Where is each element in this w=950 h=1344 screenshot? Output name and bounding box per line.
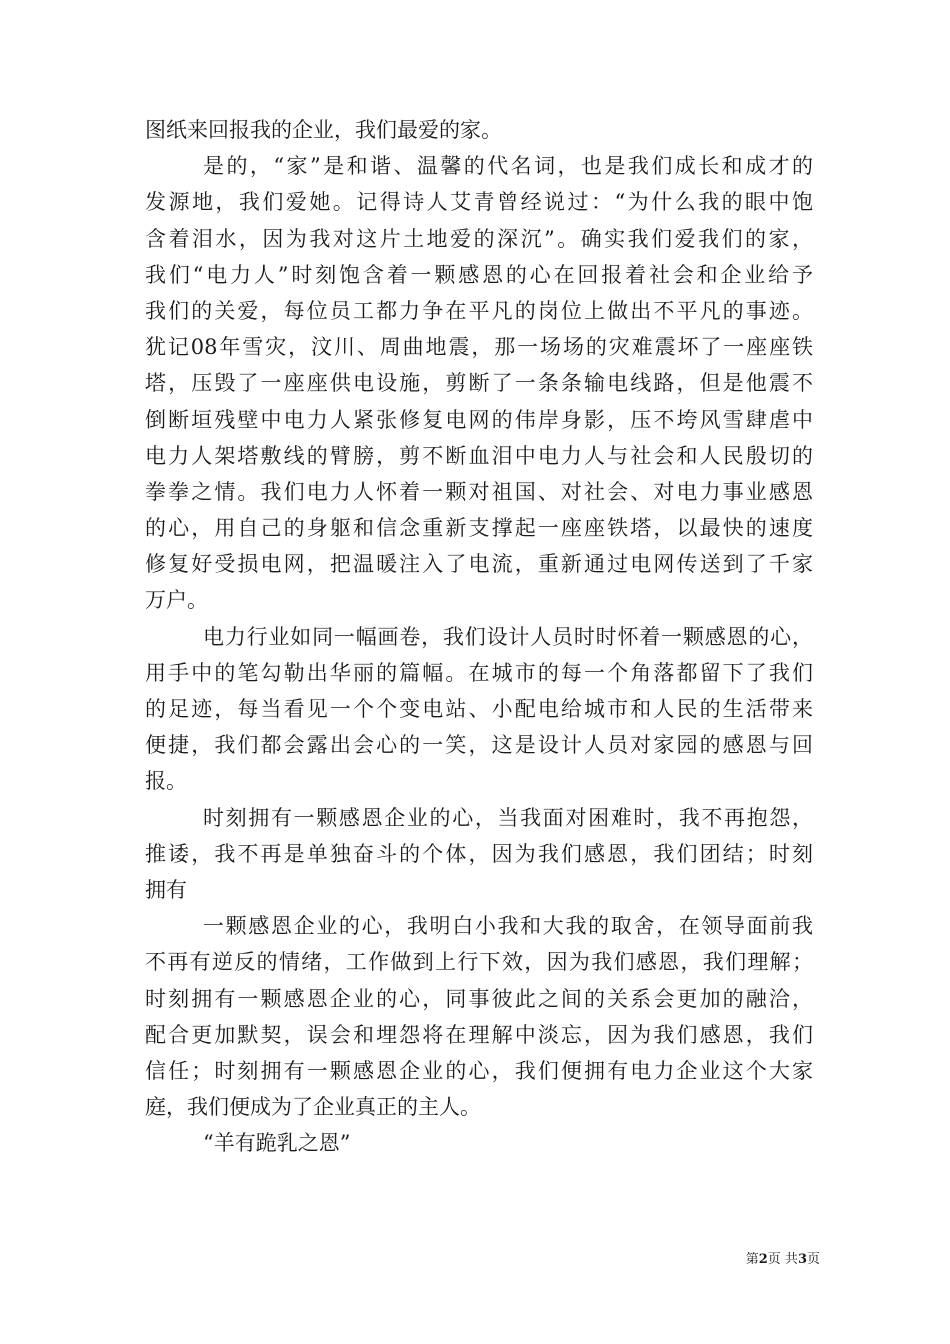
text-line: 报。 [145,769,187,794]
text-line: 修复好受损电网，把温暖注入了电流，重新通过电网传送到了千家 [145,552,813,577]
text-line: “羊有跪乳之恩” [203,1131,351,1156]
page-footer [700,1248,820,1267]
text-line: 万户。 [145,588,208,613]
text-line: 拳拳之情。我们电力人怀着一颗对祖国、对社会、对电力事业感恩 [145,479,813,504]
text-line: 含着泪水，因为我对这片土地爱的深沉”。确实我们爱我们的家， [145,226,813,251]
text-line: 的心，用自己的身躯和信念重新支撑起一座座铁塔，以最快的速度 [145,516,813,541]
text-line: 我们的关爱，每位员工都力争在平凡的岗位上做出不平凡的事迹。 [145,298,813,323]
text-line: 用手中的笔勾勒出华丽的篇幅。在城市的每一个角落都留下了我们 [145,660,813,685]
text-line: 塔，压毁了一座座供电设施，剪断了一条条输电线路，但是他震不 [145,371,813,396]
text-line: 便捷，我们都会露出会心的一笑，这是设计人员对家园的感恩与回 [145,733,813,758]
text-line: 电力人架塔敷线的臂膀，剪不断血泪中电力人与社会和人民殷切的 [145,443,813,468]
text-line: 时刻拥有一颗感恩企业的心，当我面对困难时，我不再抱怨， [203,805,813,830]
total-page-number: 3 [797,1252,807,1267]
text-line: 不再有逆反的情绪，工作做到上行下效，因为我们感恩，我们理解； [145,950,813,975]
text-line: 一颗感恩企业的心，我明白小我和大我的取舍，在领导面前我 [203,914,813,939]
text-line: 的足迹，每当看见一个个变电站、小配电给城市和人民的生活带来 [145,697,813,721]
footer-suffix: 页 [806,1252,820,1267]
text-line: 我们“电力人”时刻饱含着一颗感恩的心在回报着社会和企业给予 [145,262,813,287]
text-line: 推诿，我不再是单独奋斗的个体，因为我们感恩，我们团结；时刻 [145,841,813,866]
footer-middle: 页 共 [767,1252,798,1267]
text-line: 电力行业如同一幅画卷，我们设计人员时时怀着一颗感恩的心， [203,624,813,649]
text-line: 庭，我们便成为了企业真正的主人。 [145,1095,481,1120]
document-body [145,112,813,1161]
text-line: 拥有 [145,877,187,902]
text-line: 时刻拥有一颗感恩企业的心，同事彼此之间的关系会更加的融洽， [145,986,813,1011]
text-line: 是的，“家”是和谐、温馨的代名词，也是我们成长和成才的 [203,154,813,179]
current-page-number: 2 [758,1252,768,1267]
footer-prefix: 第 [745,1252,759,1267]
text-line: 倒断垣残壁中电力人紧张修复电网的伟岸身影，压不垮风雪肆虐中 [145,407,813,432]
text-line: 信任；时刻拥有一颗感恩企业的心，我们便拥有电力企业这个大家 [145,1058,813,1083]
text-line: 配合更加默契，误会和埋怨将在理解中淡忘，因为我们感恩，我们 [145,1022,813,1047]
text-line: 发源地，我们爱她。记得诗人艾青曾经说过：“为什么我的眼中饱 [145,190,813,215]
text-line: 犹记08年雪灾，汶川、周曲地震，那一场场的灾难震坏了一座座铁 [145,335,813,360]
text-line: 图纸来回报我的企业，我们最爱的家。 [145,118,502,142]
